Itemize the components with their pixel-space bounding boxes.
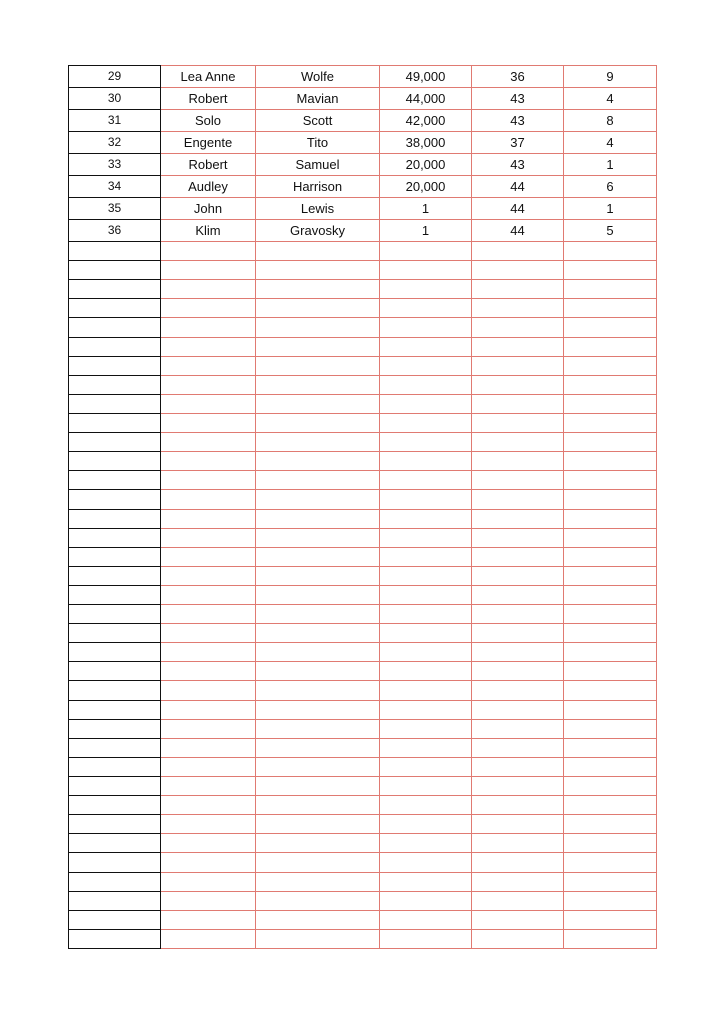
- row-divider-first-col: [68, 910, 161, 911]
- cell-last-name: Lewis: [300, 201, 335, 216]
- cell-amount: 38,000: [405, 135, 446, 150]
- row-divider: [161, 852, 657, 853]
- row-divider: [161, 279, 657, 280]
- row-divider: [161, 260, 657, 261]
- cell-amount: 20,000: [405, 157, 446, 172]
- cell-value-5: 43: [510, 157, 525, 172]
- row-divider: [161, 680, 657, 681]
- row-divider-first-col: [68, 776, 161, 777]
- cell-last-name: Tito: [306, 135, 329, 150]
- row-divider: [161, 317, 657, 318]
- cell-first-name: Engente: [183, 135, 233, 150]
- row-divider: [161, 757, 657, 758]
- cell-value-5: 44: [510, 201, 525, 216]
- row-divider-first-col: [68, 891, 161, 892]
- row-divider: [161, 814, 657, 815]
- row-divider-first-col: [68, 604, 161, 605]
- row-divider-first-col: [68, 661, 161, 662]
- row-divider: [161, 375, 657, 376]
- row-divider: [161, 528, 657, 529]
- row-divider: [161, 547, 657, 548]
- row-divider-first-col: [68, 738, 161, 739]
- row-divider: [161, 489, 657, 490]
- column-divider: [656, 65, 657, 949]
- row-divider-first-col: [68, 470, 161, 471]
- cell-first-name: Solo: [194, 113, 222, 128]
- row-divider-first-col: [68, 872, 161, 873]
- row-divider-first-col: [68, 795, 161, 796]
- row-divider-first-col: [68, 719, 161, 720]
- row-divider-first-col: [68, 451, 161, 452]
- row-divider-first-col: [68, 509, 161, 510]
- row-divider: [161, 910, 657, 911]
- row-divider: [161, 833, 657, 834]
- row-divider-first-col: [68, 642, 161, 643]
- cell-value-5: 44: [510, 223, 525, 238]
- row-divider: [161, 872, 657, 873]
- cell-amount: 44,000: [405, 91, 446, 106]
- row-divider-first-col: [68, 298, 161, 299]
- row-divider-first-col: [68, 566, 161, 567]
- row-divider-first-col: [68, 929, 161, 930]
- row-divider: [161, 470, 657, 471]
- cell-value-6: 5: [606, 223, 614, 238]
- row-divider: [161, 623, 657, 624]
- row-divider: [161, 394, 657, 395]
- row-divider-first-col: [68, 375, 161, 376]
- cell-number: 32: [107, 135, 122, 149]
- cell-last-name: Mavian: [296, 91, 339, 106]
- cell-first-name: Robert: [188, 157, 228, 172]
- row-divider-first-col: [68, 948, 161, 949]
- row-divider-first-col: [68, 757, 161, 758]
- row-divider: [161, 891, 657, 892]
- cell-first-name: John: [193, 201, 223, 216]
- cell-first-name: Lea Anne: [180, 69, 236, 84]
- cell-value-6: 1: [606, 201, 614, 216]
- row-divider: [161, 241, 657, 242]
- row-divider: [161, 604, 657, 605]
- row-divider-first-col: [68, 852, 161, 853]
- cell-number: 34: [107, 179, 122, 193]
- row-divider-first-col: [68, 260, 161, 261]
- cell-value-5: 43: [510, 91, 525, 106]
- row-divider: [161, 451, 657, 452]
- row-divider: [161, 413, 657, 414]
- cell-first-name: Audley: [188, 179, 228, 194]
- row-divider: [161, 585, 657, 586]
- row-divider: [161, 661, 657, 662]
- row-divider-first-col: [68, 528, 161, 529]
- cell-number: 33: [107, 157, 122, 171]
- row-divider-first-col: [68, 489, 161, 490]
- row-divider-first-col: [68, 356, 161, 357]
- cell-amount: 1: [421, 201, 430, 216]
- cell-value-6: 1: [606, 157, 614, 172]
- row-divider-first-col: [68, 700, 161, 701]
- cell-value-5: 43: [510, 113, 525, 128]
- row-divider-first-col: [68, 317, 161, 318]
- row-divider: [161, 509, 657, 510]
- cell-number: 29: [107, 69, 122, 83]
- row-divider-first-col: [68, 394, 161, 395]
- row-divider-first-col: [68, 680, 161, 681]
- row-divider: [161, 795, 657, 796]
- cell-number: 36: [107, 223, 122, 237]
- cell-first-name: Klim: [195, 223, 221, 238]
- cell-amount: 20,000: [405, 179, 446, 194]
- row-divider-first-col: [68, 814, 161, 815]
- row-divider: [161, 929, 657, 930]
- row-divider: [161, 337, 657, 338]
- row-divider-first-col: [68, 585, 161, 586]
- row-divider: [161, 566, 657, 567]
- row-divider-first-col: [68, 279, 161, 280]
- row-divider-first-col: [68, 432, 161, 433]
- cell-value-5: 37: [510, 135, 525, 150]
- row-divider: [161, 700, 657, 701]
- row-divider-first-col: [68, 337, 161, 338]
- row-divider-first-col: [68, 547, 161, 548]
- row-divider-first-col: [68, 241, 161, 242]
- row-divider: [161, 432, 657, 433]
- cell-value-6: 4: [606, 91, 614, 106]
- cell-value-5: 36: [510, 69, 525, 84]
- table: [68, 65, 657, 949]
- row-divider: [161, 738, 657, 739]
- cell-amount: 49,000: [405, 69, 446, 84]
- row-divider: [161, 356, 657, 357]
- row-divider: [161, 719, 657, 720]
- row-divider-first-col: [68, 833, 161, 834]
- row-divider: [161, 642, 657, 643]
- row-divider: [161, 948, 657, 949]
- row-divider: [161, 776, 657, 777]
- row-divider-first-col: [68, 413, 161, 414]
- cell-last-name: Scott: [302, 113, 333, 128]
- cell-number: 30: [107, 91, 122, 105]
- cell-value-6: 9: [606, 69, 614, 84]
- cell-last-name: Wolfe: [301, 69, 334, 84]
- row-divider: [161, 298, 657, 299]
- cell-number: 31: [107, 113, 122, 127]
- cell-value-5: 44: [510, 179, 525, 194]
- cell-value-6: 6: [606, 179, 614, 194]
- cell-first-name: Robert: [188, 91, 228, 106]
- cell-last-name: Gravosky: [290, 223, 345, 238]
- row-divider-first-col: [68, 623, 161, 624]
- cell-value-6: 8: [606, 113, 614, 128]
- cell-last-name: Samuel: [295, 157, 340, 172]
- cell-amount: 1: [421, 223, 430, 238]
- cell-number: 35: [107, 201, 122, 215]
- cell-value-6: 4: [606, 135, 614, 150]
- cell-last-name: Harrison: [292, 179, 343, 194]
- cell-amount: 42,000: [405, 113, 446, 128]
